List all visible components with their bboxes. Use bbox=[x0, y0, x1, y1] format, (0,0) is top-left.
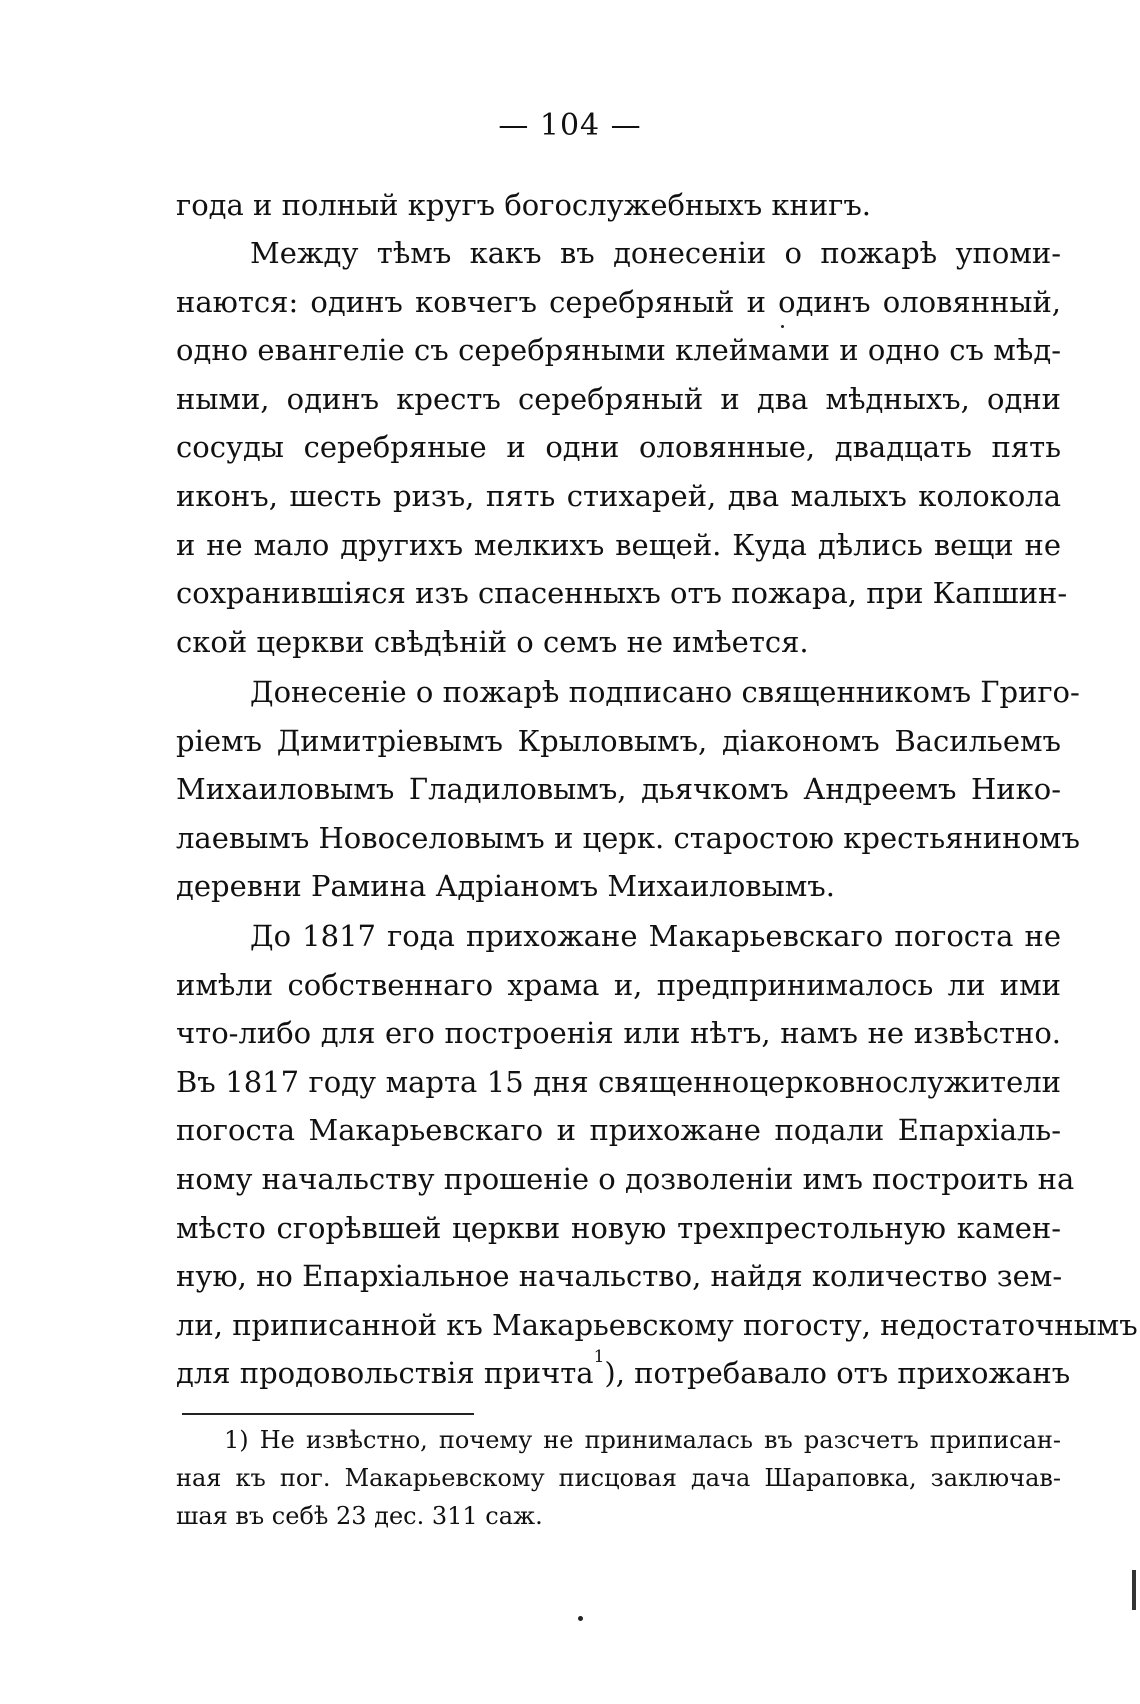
text-line: сохранившіяся изъ спасенныхъ отъ пожара, при Капшин- bbox=[176, 576, 1068, 611]
footnote-line bbox=[176, 1421, 1061, 1459]
text-line: Михаиловымъ Гладиловымъ, дьячкомъ Андреемъ Нико- bbox=[176, 772, 1061, 807]
text-line: До 1817 года прихожане Макарьевскаго погоста не bbox=[250, 919, 1061, 953]
footnote-reference[interactable]: 1 bbox=[593, 1347, 605, 1368]
text-segment: ), потребавало отъ прихожанъ bbox=[604, 1356, 1071, 1391]
print-speck bbox=[781, 325, 784, 328]
footnote-line: шая въ себѣ 23 дес. 311 саж. bbox=[176, 1502, 543, 1530]
footnote bbox=[176, 1421, 1061, 1535]
paragraph-3 bbox=[176, 668, 1080, 911]
footnote-marker: 1) bbox=[224, 1426, 249, 1454]
text-line: мѣсто сгорѣвшей церкви новую трехпрестольную камен- bbox=[176, 1210, 1061, 1245]
text-line-with-footnote bbox=[176, 1347, 1071, 1398]
text-line: Донесеніе о пожарѣ подписано священникомъ Григо- bbox=[250, 675, 1080, 709]
text-line: одно евангеліе съ серебряными клеймами и одно съ мѣд- bbox=[176, 333, 1061, 368]
paragraph-4 bbox=[176, 912, 1138, 1398]
text-line: наются: одинъ ковчегъ серебряный и одинъ оловянный, bbox=[176, 284, 1061, 319]
text-line: Въ 1817 году марта 15 дня священноцерковнослужители bbox=[176, 1064, 1061, 1099]
text-line: ному начальству прошеніе о дозволеніи имъ построить на bbox=[176, 1161, 1075, 1196]
text-line: деревни Рамина Адріаномъ Михаиловымъ. bbox=[176, 869, 835, 904]
text-line: имѣли собственнаго храма и, предпринималось ли ими bbox=[176, 967, 1061, 1002]
text-line: сосуды серебряные и одни оловянные, двадцать пять bbox=[176, 430, 1061, 465]
text-line: иконъ, шесть ризъ, пять стихарей, два малыхъ колокола bbox=[176, 478, 1061, 513]
text-line: ріемъ Димитріевымъ Крыловымъ, діакономъ Васильемъ bbox=[176, 723, 1061, 758]
print-speck bbox=[578, 1616, 583, 1621]
text-line: ную, но Епархіальное начальство, найдя количество зем- bbox=[176, 1259, 1063, 1294]
text-line: погоста Макарьевскаго и прихожане подали Епархіаль- bbox=[176, 1113, 1061, 1148]
text-segment: Не извѣстно, почему не принималась въ разсчетъ приписан- bbox=[259, 1426, 1061, 1454]
paragraph-1 bbox=[176, 181, 1061, 230]
text-line: Между тѣмъ какъ въ донесеніи о пожарѣ упоми- bbox=[250, 236, 1061, 270]
paragraph-2 bbox=[176, 229, 1068, 666]
page-edge-mark bbox=[1132, 1570, 1136, 1610]
footnote-divider bbox=[182, 1413, 474, 1415]
text-line: ской церкви свѣдѣній о семъ не имѣется. bbox=[176, 624, 809, 659]
page-number: — 104 — bbox=[498, 108, 642, 143]
text-line: лаевымъ Новоселовымъ и церк. старостою крестьяниномъ bbox=[176, 820, 1080, 855]
text-line: года и полный кругъ богослужебныхъ книгъ. bbox=[176, 188, 872, 222]
text-line: и не мало другихъ мелкихъ вещей. Куда дѣлись вещи не bbox=[176, 527, 1061, 562]
text-line: ными, одинъ крестъ серебряный и два мѣдныхъ, одни bbox=[176, 381, 1061, 416]
text-line: что-либо для его построенія или нѣтъ, намъ не извѣстно. bbox=[176, 1016, 1061, 1051]
text-segment: для продовольствія причта bbox=[176, 1356, 594, 1391]
footnote-line: ная къ пог. Макарьевскому писцовая дача Шараповка, заключав- bbox=[176, 1464, 1061, 1492]
text-line: ли, приписанной къ Макарьевскому погосту, недостаточнымъ bbox=[176, 1307, 1138, 1342]
